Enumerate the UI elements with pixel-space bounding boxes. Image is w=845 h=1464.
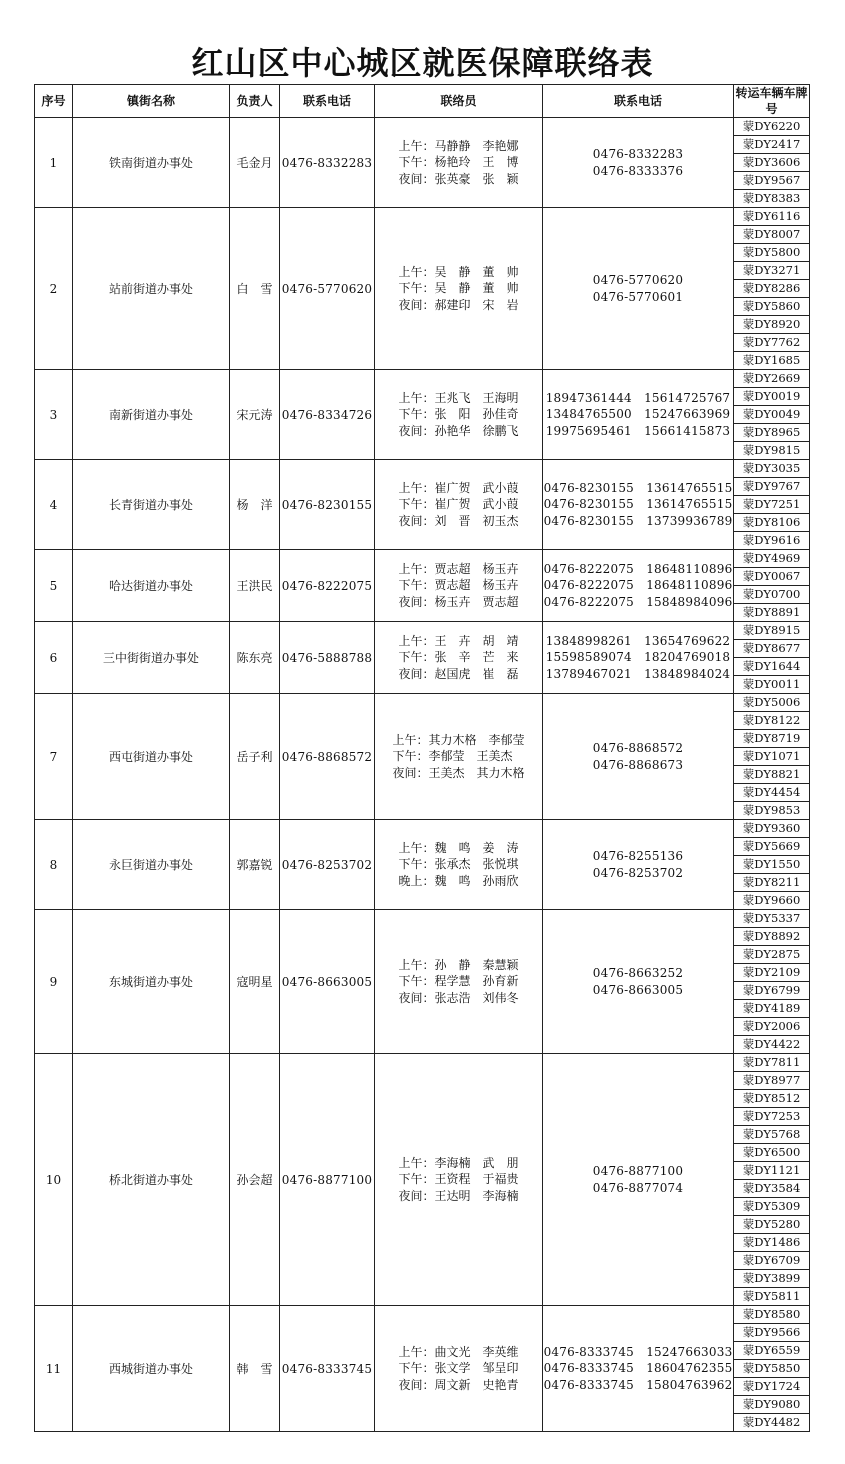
contact-phone: 13789467021 13848984024 bbox=[545, 666, 731, 681]
phones-cell bbox=[543, 1054, 734, 1306]
contact-line: 夜间：张志浩 刘伟冬 bbox=[398, 990, 519, 1005]
contact-phone: 0476-8868673 bbox=[592, 757, 684, 772]
vehicle-plate: 蒙DY2109 bbox=[734, 963, 809, 981]
contact-line: 上午：其力木格 李郁莹 bbox=[392, 732, 525, 747]
contact-line: 上午：吴 静 董 帅 bbox=[398, 264, 519, 279]
contact-line: 晚上：魏 鸣 孙雨欣 bbox=[398, 873, 519, 888]
head-person: 寇明星 bbox=[230, 910, 280, 1054]
contacts-cell bbox=[375, 118, 543, 208]
head-person: 岳子利 bbox=[230, 694, 280, 820]
contact-phone: 0476-8230155 13614765515 bbox=[543, 497, 733, 512]
head-person: 白 雪 bbox=[230, 208, 280, 370]
row-number: 5 bbox=[35, 550, 73, 622]
vehicle-plate: 蒙DY8383 bbox=[734, 189, 809, 207]
town-name: 长青街道办事处 bbox=[73, 460, 230, 550]
vehicle-plate: 蒙DY9567 bbox=[734, 171, 809, 189]
vehicle-plate: 蒙DY3584 bbox=[734, 1179, 809, 1197]
town-name: 东城街道办事处 bbox=[73, 910, 230, 1054]
vehicle-plate: 蒙DY6220 bbox=[742, 119, 801, 133]
vehicle-plate: 蒙DY5768 bbox=[734, 1125, 809, 1143]
contact-phone: 0476-8230155 13614765515 bbox=[543, 480, 733, 495]
table-row bbox=[35, 694, 810, 820]
vehicle-plate: 蒙DY2669 bbox=[742, 371, 801, 385]
vehicle-plate: 蒙DY3606 bbox=[734, 153, 809, 171]
contact-line: 下午：张 阳 孙佳奇 bbox=[398, 407, 519, 422]
header-contacts: 联络员 bbox=[375, 85, 543, 118]
plates-cell bbox=[734, 910, 810, 1054]
contact-phone: 0476-8877074 bbox=[592, 1180, 684, 1195]
vehicle-plate: 蒙DY5850 bbox=[734, 1359, 809, 1377]
vehicle-plate: 蒙DY1550 bbox=[734, 855, 809, 873]
table-row bbox=[35, 1306, 810, 1432]
vehicle-plate: 蒙DY9815 bbox=[734, 441, 809, 459]
vehicle-plate: 蒙DY9360 bbox=[742, 821, 801, 835]
contact-line: 夜间：郝建印 宋 岩 bbox=[398, 297, 519, 312]
vehicle-plate: 蒙DY6709 bbox=[734, 1251, 809, 1269]
contact-line: 夜间：孙艳华 徐鹏飞 bbox=[398, 423, 519, 438]
contact-phone: 0476-8222075 18648110896 bbox=[543, 561, 733, 576]
row-number: 10 bbox=[35, 1054, 73, 1306]
head-phone: 0476-8334726 bbox=[280, 370, 375, 460]
phones-cell bbox=[543, 460, 734, 550]
vehicle-plate: 蒙DY4189 bbox=[734, 999, 809, 1017]
plates-cell bbox=[734, 622, 810, 694]
vehicle-plate: 蒙DY9853 bbox=[734, 801, 809, 819]
vehicle-plate: 蒙DY5280 bbox=[734, 1215, 809, 1233]
contact-line: 夜间：刘 晋 初玉杰 bbox=[398, 513, 519, 528]
header-phones: 联系电话 bbox=[543, 85, 734, 118]
head-person: 杨 洋 bbox=[230, 460, 280, 550]
contact-line: 下午：张文学 邹呈印 bbox=[398, 1361, 519, 1376]
table-row bbox=[35, 208, 810, 370]
vehicle-plate: 蒙DY5669 bbox=[734, 837, 809, 855]
phones-cell bbox=[543, 550, 734, 622]
vehicle-plate: 蒙DY8677 bbox=[734, 639, 809, 657]
contact-phone: 0476-8877100 bbox=[592, 1164, 684, 1178]
vehicle-plate: 蒙DY1644 bbox=[734, 657, 809, 675]
vehicle-plate: 蒙DY6500 bbox=[734, 1143, 809, 1161]
header-town: 镇街名称 bbox=[73, 85, 230, 118]
vehicle-plate: 蒙DY5006 bbox=[742, 695, 801, 709]
contact-table bbox=[34, 84, 810, 1432]
vehicle-plate: 蒙DY8580 bbox=[742, 1307, 801, 1321]
vehicle-plate: 蒙DY0019 bbox=[734, 387, 809, 405]
contact-phone: 0476-8230155 13739936789 bbox=[543, 513, 733, 528]
contacts-cell bbox=[375, 370, 543, 460]
vehicle-plate: 蒙DY9660 bbox=[734, 891, 809, 909]
row-number: 1 bbox=[35, 118, 73, 208]
vehicle-plate: 蒙DY5337 bbox=[742, 911, 801, 925]
head-phone: 0476-8230155 bbox=[280, 460, 375, 550]
vehicle-plate: 蒙DY8977 bbox=[734, 1071, 809, 1089]
plates-cell bbox=[734, 118, 810, 208]
vehicle-plate: 蒙DY5800 bbox=[734, 243, 809, 261]
contact-line: 下午：崔广贺 武小葭 bbox=[398, 497, 519, 512]
town-name: 永巨街道办事处 bbox=[73, 820, 230, 910]
vehicle-plate: 蒙DY1486 bbox=[734, 1233, 809, 1251]
contact-line: 上午：孙 静 秦慧颖 bbox=[398, 957, 519, 972]
contact-line: 下午：张承杰 张悦琪 bbox=[398, 857, 519, 872]
contact-line: 下午：吴 静 董 帅 bbox=[398, 281, 519, 296]
vehicle-plate: 蒙DY8211 bbox=[734, 873, 809, 891]
table-row bbox=[35, 118, 810, 208]
contacts-cell bbox=[375, 208, 543, 370]
town-name: 站前街道办事处 bbox=[73, 208, 230, 370]
vehicle-plate: 蒙DY8821 bbox=[734, 765, 809, 783]
contact-line: 夜间：杨玉卉 贾志超 bbox=[398, 594, 519, 609]
vehicle-plate: 蒙DY0049 bbox=[734, 405, 809, 423]
vehicle-plate: 蒙DY4422 bbox=[734, 1035, 809, 1053]
vehicle-plate: 蒙DY6116 bbox=[742, 209, 801, 223]
head-phone: 0476-8222075 bbox=[280, 550, 375, 622]
contacts-cell bbox=[375, 1054, 543, 1306]
header-tel: 联系电话 bbox=[280, 85, 375, 118]
contact-phone: 13484765500 15247663969 bbox=[545, 407, 731, 422]
contact-phone: 0476-8222075 18648110896 bbox=[543, 578, 733, 593]
vehicle-plate: 蒙DY8719 bbox=[734, 729, 809, 747]
vehicle-plate: 蒙DY4454 bbox=[734, 783, 809, 801]
phones-cell bbox=[543, 208, 734, 370]
plates-cell bbox=[734, 1054, 810, 1306]
contact-phone: 0476-8332283 bbox=[592, 147, 684, 161]
vehicle-plate: 蒙DY7251 bbox=[734, 495, 809, 513]
contact-phone: 0476-8222075 15848984096 bbox=[543, 594, 733, 609]
head-phone: 0476-8253702 bbox=[280, 820, 375, 910]
vehicle-plate: 蒙DY8106 bbox=[734, 513, 809, 531]
row-number: 7 bbox=[35, 694, 73, 820]
row-number: 3 bbox=[35, 370, 73, 460]
contact-line: 下午：张 辛 芒 来 bbox=[398, 650, 519, 665]
vehicle-plate: 蒙DY0700 bbox=[734, 585, 809, 603]
vehicle-plate: 蒙DY8512 bbox=[734, 1089, 809, 1107]
row-number: 4 bbox=[35, 460, 73, 550]
vehicle-plate: 蒙DY9767 bbox=[734, 477, 809, 495]
contact-line: 下午：贾志超 杨玉卉 bbox=[398, 578, 519, 593]
contact-phone: 0476-8333745 15804763962 bbox=[543, 1377, 733, 1392]
table-row bbox=[35, 550, 810, 622]
contacts-cell bbox=[375, 460, 543, 550]
vehicle-plate: 蒙DY8286 bbox=[734, 279, 809, 297]
contacts-cell bbox=[375, 820, 543, 910]
plates-cell bbox=[734, 370, 810, 460]
vehicle-plate: 蒙DY8891 bbox=[734, 603, 809, 621]
contact-phone: 0476-5770601 bbox=[592, 289, 684, 304]
phones-cell bbox=[543, 1306, 734, 1432]
town-name: 西城街道办事处 bbox=[73, 1306, 230, 1432]
page-title: 红山区中心城区就医保障联络表 bbox=[191, 44, 654, 82]
vehicle-plate: 蒙DY2006 bbox=[734, 1017, 809, 1035]
contacts-cell bbox=[375, 694, 543, 820]
contact-line: 下午：程学慧 孙育新 bbox=[398, 974, 519, 989]
header-no: 序号 bbox=[35, 85, 73, 118]
contact-line: 上午：王 卉 胡 靖 bbox=[398, 633, 519, 648]
table-row bbox=[35, 820, 810, 910]
vehicle-plate: 蒙DY7811 bbox=[742, 1055, 801, 1069]
contact-phone: 0476-8253702 bbox=[592, 865, 684, 880]
contact-phone: 0476-8663252 bbox=[592, 966, 684, 980]
town-name: 铁南街道办事处 bbox=[73, 118, 230, 208]
phones-cell bbox=[543, 910, 734, 1054]
vehicle-plate: 蒙DY8007 bbox=[734, 225, 809, 243]
table-row bbox=[35, 460, 810, 550]
table-row bbox=[35, 910, 810, 1054]
head-person: 郭嘉锐 bbox=[230, 820, 280, 910]
vehicle-plate: 蒙DY2417 bbox=[734, 135, 809, 153]
contact-line: 下午：王资程 于福贵 bbox=[398, 1172, 519, 1187]
head-phone: 0476-8877100 bbox=[280, 1054, 375, 1306]
plates-cell bbox=[734, 820, 810, 910]
vehicle-plate: 蒙DY1121 bbox=[734, 1161, 809, 1179]
head-person: 毛金月 bbox=[230, 118, 280, 208]
vehicle-plate: 蒙DY5309 bbox=[734, 1197, 809, 1215]
table-row bbox=[35, 622, 810, 694]
vehicle-plate: 蒙DY3271 bbox=[734, 261, 809, 279]
head-phone: 0476-5888788 bbox=[280, 622, 375, 694]
contact-line: 上午：李海楠 武 朋 bbox=[398, 1155, 519, 1170]
table-body bbox=[35, 118, 810, 1432]
contact-line: 夜间：周文新 史艳青 bbox=[398, 1377, 519, 1392]
vehicle-plate: 蒙DY8122 bbox=[734, 711, 809, 729]
phones-cell bbox=[543, 370, 734, 460]
plates-cell bbox=[734, 694, 810, 820]
contact-phone: 19975695461 15661415873 bbox=[545, 423, 731, 438]
head-phone: 0476-8333745 bbox=[280, 1306, 375, 1432]
contact-line: 下午：李郁莹 王美杰 bbox=[392, 749, 513, 764]
town-name: 西屯街道办事处 bbox=[73, 694, 230, 820]
vehicle-plate: 蒙DY8965 bbox=[734, 423, 809, 441]
vehicle-plate: 蒙DY0011 bbox=[734, 675, 809, 693]
town-name: 三中街街道办事处 bbox=[73, 622, 230, 694]
contact-phone: 0476-8333745 18604762355 bbox=[543, 1361, 733, 1376]
plates-cell bbox=[734, 550, 810, 622]
contact-line: 下午：杨艳玲 王 博 bbox=[398, 155, 519, 170]
contact-phone: 0476-8255136 bbox=[592, 849, 684, 863]
vehicle-plate: 蒙DY6799 bbox=[734, 981, 809, 999]
vehicle-plate: 蒙DY5811 bbox=[734, 1287, 809, 1305]
contact-line: 上午：曲文光 李英维 bbox=[398, 1344, 519, 1359]
vehicle-plate: 蒙DY4969 bbox=[742, 551, 801, 565]
header-plates: 转运车辆车牌号 bbox=[735, 86, 808, 116]
vehicle-plate: 蒙DY7253 bbox=[734, 1107, 809, 1125]
head-phone: 0476-8868572 bbox=[280, 694, 375, 820]
phones-cell bbox=[543, 622, 734, 694]
vehicle-plate: 蒙DY8920 bbox=[734, 315, 809, 333]
vehicle-plate: 蒙DY9616 bbox=[734, 531, 809, 549]
town-name: 哈达街道办事处 bbox=[73, 550, 230, 622]
contact-line: 上午：贾志超 杨玉卉 bbox=[398, 561, 519, 576]
row-number: 2 bbox=[35, 208, 73, 370]
vehicle-plate: 蒙DY1685 bbox=[734, 351, 809, 369]
contact-line: 夜间：张英豪 张 颖 bbox=[398, 171, 519, 186]
plates-cell bbox=[734, 1306, 810, 1432]
contacts-cell bbox=[375, 622, 543, 694]
phones-cell bbox=[543, 694, 734, 820]
contact-phone: 0476-8868572 bbox=[592, 741, 684, 755]
vehicle-plate: 蒙DY4482 bbox=[734, 1413, 809, 1431]
contact-phone: 18947361444 15614725767 bbox=[545, 390, 731, 405]
table-header-row bbox=[35, 85, 810, 118]
vehicle-plate: 蒙DY5860 bbox=[734, 297, 809, 315]
row-number: 6 bbox=[35, 622, 73, 694]
vehicle-plate: 蒙DY7762 bbox=[734, 333, 809, 351]
vehicle-plate: 蒙DY1071 bbox=[734, 747, 809, 765]
contact-phone: 15598589074 18204769018 bbox=[545, 650, 731, 665]
vehicle-plate: 蒙DY8892 bbox=[734, 927, 809, 945]
contact-line: 夜间：王达明 李海楠 bbox=[398, 1188, 519, 1203]
row-number: 9 bbox=[35, 910, 73, 1054]
contact-phone: 13848998261 13654769622 bbox=[545, 633, 731, 648]
contacts-cell bbox=[375, 1306, 543, 1432]
vehicle-plate: 蒙DY1724 bbox=[734, 1377, 809, 1395]
contacts-cell bbox=[375, 550, 543, 622]
vehicle-plate: 蒙DY9080 bbox=[734, 1395, 809, 1413]
vehicle-plate: 蒙DY3035 bbox=[742, 461, 801, 475]
head-person: 陈东亮 bbox=[230, 622, 280, 694]
vehicle-plate: 蒙DY9566 bbox=[734, 1323, 809, 1341]
phones-cell bbox=[543, 118, 734, 208]
table-row bbox=[35, 370, 810, 460]
head-person: 王洪民 bbox=[230, 550, 280, 622]
row-number: 8 bbox=[35, 820, 73, 910]
plates-cell bbox=[734, 208, 810, 370]
vehicle-plate: 蒙DY6559 bbox=[734, 1341, 809, 1359]
vehicle-plate: 蒙DY0067 bbox=[734, 567, 809, 585]
contact-line: 上午：王兆飞 王海明 bbox=[398, 390, 519, 405]
row-number: 11 bbox=[35, 1306, 73, 1432]
contact-phone: 0476-8333745 15247663033 bbox=[543, 1344, 733, 1359]
contact-phone: 0476-8663005 bbox=[592, 982, 684, 997]
contact-line: 夜间：王美杰 其力木格 bbox=[392, 765, 525, 780]
head-person: 宋元涛 bbox=[230, 370, 280, 460]
vehicle-plate: 蒙DY3899 bbox=[734, 1269, 809, 1287]
town-name: 南新街道办事处 bbox=[73, 370, 230, 460]
contact-phone: 0476-8333376 bbox=[592, 163, 684, 178]
table-row bbox=[35, 1054, 810, 1306]
head-phone: 0476-8332283 bbox=[280, 118, 375, 208]
head-person: 韩 雪 bbox=[230, 1306, 280, 1432]
contacts-cell bbox=[375, 910, 543, 1054]
vehicle-plate: 蒙DY8915 bbox=[742, 623, 801, 637]
head-phone: 0476-5770620 bbox=[280, 208, 375, 370]
contact-line: 上午：马静静 李艳娜 bbox=[398, 138, 519, 153]
contact-line: 上午：魏 鸣 姜 涛 bbox=[398, 840, 519, 855]
contact-line: 上午：崔广贺 武小葭 bbox=[398, 480, 519, 495]
head-person: 孙会超 bbox=[230, 1054, 280, 1306]
town-name: 桥北街道办事处 bbox=[73, 1054, 230, 1306]
plates-cell bbox=[734, 460, 810, 550]
vehicle-plate: 蒙DY2875 bbox=[734, 945, 809, 963]
header-head: 负责人 bbox=[230, 85, 280, 118]
head-phone: 0476-8663005 bbox=[280, 910, 375, 1054]
contact-line: 夜间：赵国虎 崔 磊 bbox=[398, 666, 519, 681]
phones-cell bbox=[543, 820, 734, 910]
contact-phone: 0476-5770620 bbox=[592, 273, 684, 287]
